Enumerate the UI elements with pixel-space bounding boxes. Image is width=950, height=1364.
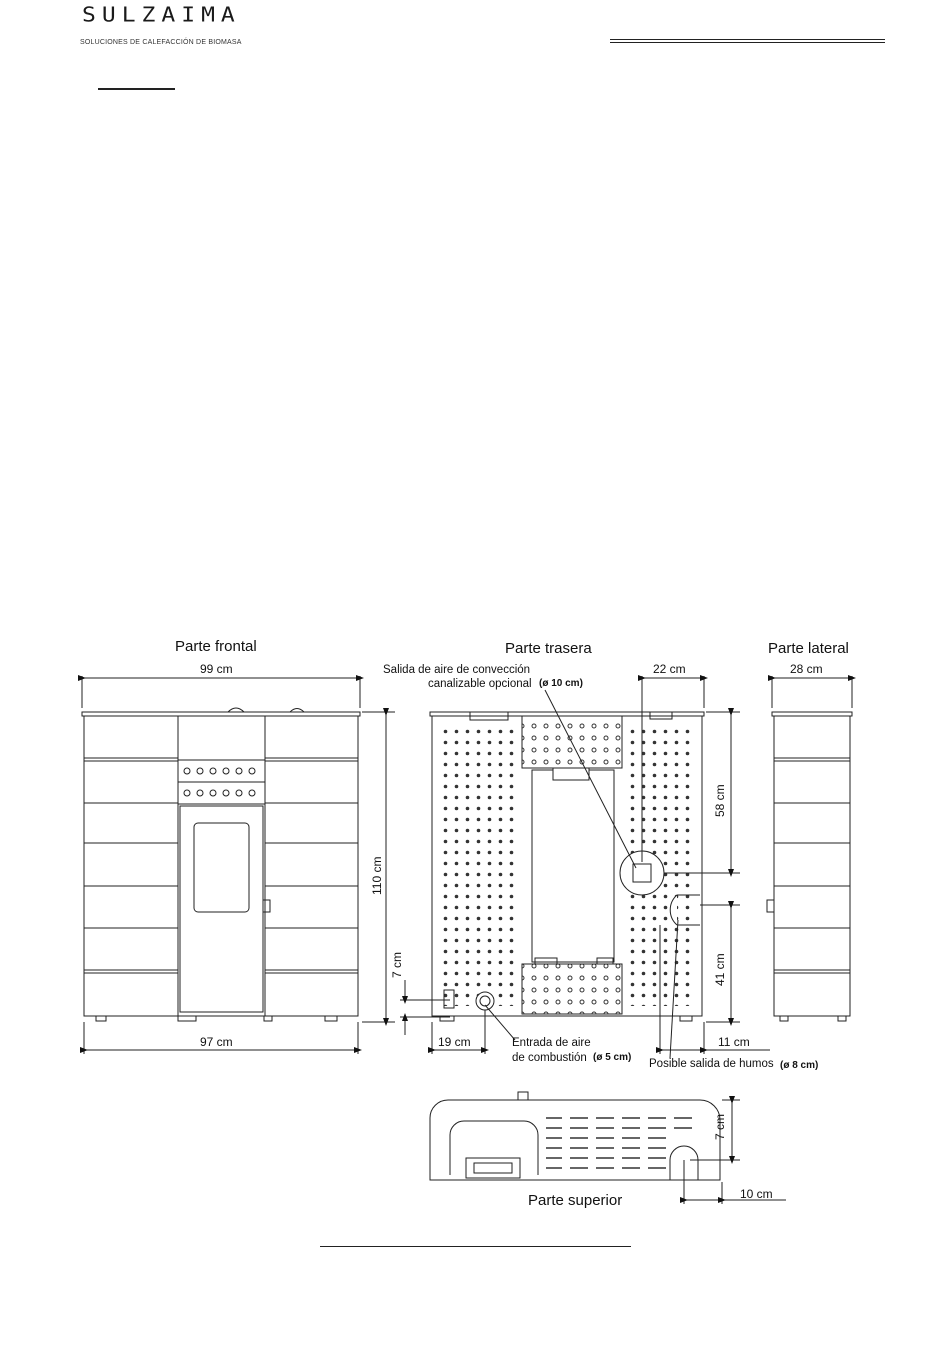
side-view-label: Parte lateral — [768, 640, 849, 657]
callout-combustion-diam: (ø 5 cm) — [593, 1052, 632, 1063]
callout-combustion-line1: Entrada de aire — [512, 1037, 591, 1049]
callout-convection-diam: (ø 10 cm) — [539, 678, 583, 689]
dim-back-upper: 58 cm — [713, 784, 727, 817]
dim-back-lower: 41 cm — [713, 953, 727, 986]
back-view-label: Parte trasera — [505, 640, 592, 657]
dim-base-height: 7 cm — [390, 951, 404, 978]
callout-combustion-line2: de combustión — [512, 1052, 587, 1064]
callout-smoke-line: Posible salida de humos — [649, 1058, 774, 1070]
dim-top-offset: 10 cm — [740, 1187, 773, 1201]
dim-height: 110 cm — [370, 856, 384, 895]
top-view-label: Parte superior — [528, 1192, 623, 1209]
dim-back-left: 19 cm — [438, 1035, 471, 1049]
dim-back-right: 11 cm — [718, 1035, 750, 1049]
dim-back-offset-top: 22 cm — [653, 662, 686, 676]
brand-tagline: SOLUCIONES DE CALEFACCIÓN DE BIOMASA — [80, 39, 242, 46]
dim-side-depth: 28 cm — [790, 662, 823, 676]
dim-front-width-top: 99 cm — [200, 662, 233, 676]
callout-convection-line2: canalizable opcional — [428, 678, 532, 690]
front-view-label: Parte frontal — [175, 638, 257, 655]
dim-top-height: 7 cm — [713, 1113, 727, 1140]
front-view — [82, 676, 450, 1054]
callout-convection-line1: Salida de aire de convección — [383, 664, 531, 676]
dim-front-width-bottom: 97 cm — [200, 1035, 233, 1049]
back-view — [430, 676, 770, 1058]
top-view — [430, 1092, 786, 1204]
side-view — [767, 676, 852, 1021]
callout-smoke-diam: (ø 8 cm) — [780, 1060, 819, 1071]
brand-logo: SULZAIMA — [82, 3, 241, 27]
